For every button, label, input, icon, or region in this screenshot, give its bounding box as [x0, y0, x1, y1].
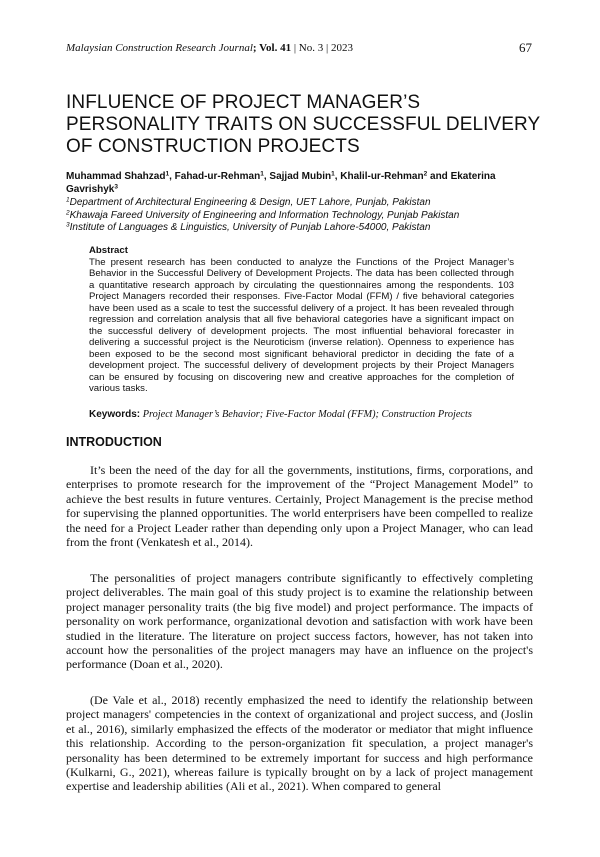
page-number: 67	[519, 40, 532, 55]
keywords-line	[89, 409, 519, 421]
affiliation: $^3$Institute of Languages & Linguistics, University of Punjab Lahore-54000, Pakistan	[66, 221, 431, 233]
body-paragraph: It’s been the need of the day for all the governments, institutions, firms, corporations, and enterprises to promote research for the improvement of the “Project Management Model” to achieve the best results in future ventures. Certainly, Project Management is the precise method for supervising the planned opportunities. The world enterprisers have been compelled to realize the need for a Project Leader rather than depending only upon a Project Manager, who can lead from the front (Venkatesh et al., 2014).	[66, 463, 533, 550]
abstract-text: The present research has been conducted to analyze the Functions of the Project Manager’s Behavior in the Successful Delivery of Development Projects. The data has been collected through a quantitative research approach by circulating the questionnaires among the respondents. 103 Project Managers recorded their responses. Five-Factor Modal (FFM) / five behavioral categories have been used as a scale to test the successful delivery of a project. It has been revealed through regression and correlation analysis that all five behavioral categories have a significant impact on the successful delivery of development projects. The most influential behavioral forecaster in delivering a successful project is the Neuroticism (inverse relation). Openness to experience has been exposed to be the second most significant behavioral predictor in deciding the fate of a development project. The successful delivery of development projects by their Project Managers can be ensured by focusing on discovering new and creative approaches for the completion of various tasks.	[89, 256, 514, 394]
journal-name: Malaysian Construction Research Journal	[66, 42, 253, 54]
author: Fahad-ur-Rehman$^1$	[174, 170, 264, 182]
affiliation-list	[66, 197, 536, 235]
author: Sajjad Mubin$^1$	[269, 170, 335, 182]
affiliation: $^2$Khawaja Fareed University of Engineering and Information Technology, Punjab Pakistan	[66, 209, 460, 221]
keywords-label: Keywords:	[89, 409, 141, 420]
keywords-text: Project Manager’s Behavior; Five-Factor Modal (FFM); Construction Projects	[140, 409, 472, 420]
issue-info: | No. 3 | 2023	[291, 42, 353, 54]
affiliation: $^1$Department of Architectural Engineering & Design, UET Lahore, Punjab, Pakistan	[66, 196, 431, 208]
volume-label: ; Vol. 41	[252, 42, 292, 54]
body-paragraph: (De Vale et al., 2018) recently emphasized the need to identify the relationship between project managers' competencies in the context of organizational and project success, and (Joslin et al., 2016), similarly emphasized the effects of the moderator or mediator that might influence this relationship. According to the person-organization fit speculation, a project manager's personality has been determined to be extremely important for success and high performance (Kulkarni, G., 2021), whereas failure is typically brought on by a lack of project management expertise and leadership abilities (Ali et al., 2021). When compared to general	[66, 693, 533, 794]
author: Ekaterina Gavrishyk$^3$	[66, 171, 496, 195]
abstract-heading: Abstract	[89, 245, 128, 256]
running-header	[66, 40, 532, 56]
author: Muhammad Shahzad$^1$	[66, 170, 170, 182]
journal-citation	[66, 42, 353, 54]
section-heading-introduction: INTRODUCTION	[66, 435, 162, 449]
abstract-block	[89, 245, 514, 395]
author: Khalil-ur-Rehman$^2$	[340, 170, 428, 182]
paper-title: INFLUENCE OF PROJECT MANAGER’S PERSONALITY TRAITS ON SUCCESSFUL DELIVERY OF CONSTRUCTION PROJECTS	[66, 92, 540, 157]
body-paragraph: The personalities of project managers contribute significantly to effectively completing project deliverables. The main goal of this study project is to examine the relationship between project manager personality traits (the big five model) and project performance. The impacts of personality on work performance, organizational devotion and satisfaction with work have been studied in the literature. The literature on project success factors, however, has not taken into account how the personalities of the project managers may have an influence on the project's performance (Doan et al., 2020).	[66, 571, 533, 672]
author-list: Muhammad Shahzad$^1$, Fahad-ur-Rehman$^1$, Sajjad Mubin$^1$, Khalil-ur-Rehman$^2$ and Ekaterina Gavrishyk$^3$	[66, 170, 496, 195]
